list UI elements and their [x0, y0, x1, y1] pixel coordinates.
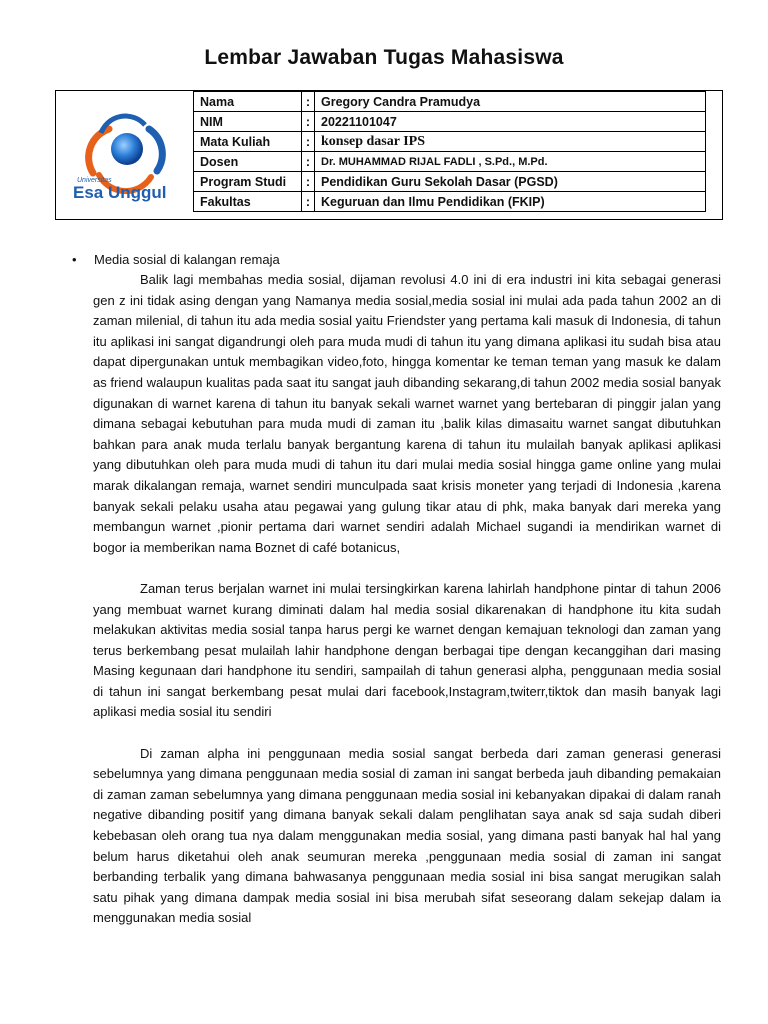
- colon: :: [302, 92, 315, 112]
- value-nama: Gregory Candra Pramudya: [315, 92, 706, 112]
- table-row: [194, 192, 706, 212]
- university-logo: [73, 111, 175, 211]
- colon: :: [302, 152, 315, 172]
- table-row: [194, 172, 706, 192]
- value-nim: 20221101047: [315, 112, 706, 132]
- colon: :: [302, 172, 315, 192]
- value-dosen: Dr. MUHAMMAD RIJAL FADLI , S.Pd., M.Pd.: [315, 152, 706, 172]
- label-mata-kuliah: Mata Kuliah: [194, 132, 302, 152]
- colon: :: [302, 192, 315, 212]
- logo-top-text: Universitas: [77, 177, 112, 184]
- body-text: [93, 270, 721, 950]
- label-nama: Nama: [194, 92, 302, 112]
- table-row: [194, 112, 706, 132]
- info-table: [193, 91, 706, 212]
- table-row: [194, 152, 706, 172]
- value-program-studi: Pendidikan Guru Sekolah Dasar (PGSD): [315, 172, 706, 192]
- colon: :: [302, 112, 315, 132]
- bullet-icon: •: [72, 252, 77, 267]
- label-nim: NIM: [194, 112, 302, 132]
- paragraph-3: Di zaman alpha ini penggunaan media sosial sangat berbeda dari zaman generasi generasi sebelumnya yang dimana penggunaan media sosial di zaman ini sangat berbeda jauh dibanding pemakaian di zaman zaman sebelumnya yang dimana penggunaan media sosial ini kebanyakan dipakai di dalam ranah negative dibanding positif yang dimana banyak sekali dalam penglihatan saya anak sd saja sudah diberi kebebasan oleh orang tua nya dalam menggunakan media sosial, yang dimana pasti banyak hal hal yang belum harus diketahui oleh anak seumuran mereka ,penggunaan media sosial di zaman ini sangat berbanding terbalik yang dimana bahwasanya penggunaan media sosial ini bisa sangat merugikan salah satu pihak yang dimana dampak media sosial ini bisa merubah sifat seseorang dalam sekejap dalam ia menggunakan media sosial: [93, 745, 721, 926]
- colon: :: [302, 132, 315, 152]
- label-program-studi: Program Studi: [194, 172, 302, 192]
- table-row: [194, 92, 706, 112]
- paragraph-2: Zaman terus berjalan warnet ini mulai tersingkirkan karena lahirlah handphone pintar di tahun 2006 yang membuat warnet kurang diminati dalam hal media sosial dikarenakan di handphone itu kita sudah melakukan aktivitas media sosial tanpa harus pergi ke warnet dengan kemajuan teknologi dan zaman yang terus berkembang pesat mulailah lahir handphone dengan berbagai tipe dengan kecanggihan dari masing Masing kegunaan dari handphone itu sendiri, sampailah di tahun generasi alpha, penggunaan media sosial di tahun ini sangat berkembang pesat mulai dari facebook,Instagram,twiterr,tiktok dan masih banyak lagi aplikasi media sosial itu sendiri: [93, 580, 721, 720]
- value-fakultas: Keguruan dan Ilmu Pendidikan (FKIP): [315, 192, 706, 212]
- label-fakultas: Fakultas: [194, 192, 302, 212]
- logo-name: Esa Unggul: [73, 183, 167, 202]
- page-title: Lembar Jawaban Tugas Mahasiswa: [204, 46, 564, 69]
- header-box: [55, 90, 723, 220]
- value-mata-kuliah: konsep dasar IPS: [315, 132, 706, 152]
- paragraph-1: Balik lagi membahas media sosial, dijaman revolusi 4.0 ini di era industri ini kita sebagai generasi gen z ini tidak asing dengan yang Namanya media sosial,media sosial ini mulai ada pada tahun 2002 an di zaman milenial, di tahun itu ada media sosial yaitu Friendster yang pertama kali masuk di Indonesia, di tahun itu aplikasi ini sangat digandrungi oleh para muda mudi di tahun itu yang dimana aplikasi itu sudah bisa atau dapat dipergunakan untuk membagikan video,foto, hingga komentar ke teman teman yang masuk ke dalam as friend walaupun kualitas pada saat itu sangat jauh dibanding sekarang,di tahun 2002 media sosial banyak digunakan di warnet karena di tahun itu banyak sekali warnet warnet yang bertebaran di pinggir jalan yang dimana sebagai kebutuhan para muda mudi di zaman itu ,balik kilas dimasaitu warnet sangat dibutuhkan bahkan para anak muda terlalu banyak bergantung karena di tahun itu mulailah banyak aplikasi aplikasi yang dibutuhkan oleh para muda mudi di tahun itu dari mulai media sosial hingga game online yang mulai marak dikalangan remaja, warnet sendiri munculpada saat krisis moneter yang terjadi di Indonesia ,karena banyak sekali pelaku usaha atau pegawai yang gulung tikar atau di phk, maka banyak dari mereka yang membangun warnet ,pionir pertama dari warnet sendiri adalah Michael sugandi ia mendirikan warnet di bogor ia memberikan nama Boznet di café botanicus,: [93, 272, 721, 555]
- table-row: [194, 132, 706, 152]
- bullet-heading: [72, 252, 280, 267]
- section-heading: Media sosial di kalangan remaja: [94, 252, 280, 267]
- label-dosen: Dosen: [194, 152, 302, 172]
